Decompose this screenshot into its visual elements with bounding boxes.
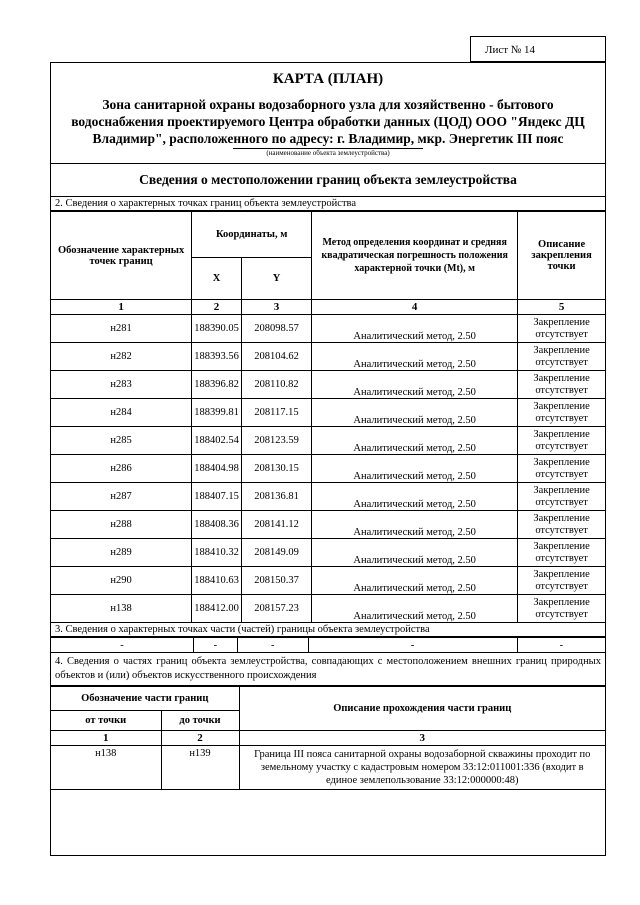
- point-cell: н290: [51, 567, 192, 595]
- method-cell: Аналитический метод, 2.50: [312, 427, 518, 455]
- method-cell: Аналитический метод, 2.50: [312, 371, 518, 399]
- fixing-cell: Закрепление отсутствует: [518, 539, 605, 567]
- method-cell: Аналитический метод, 2.50: [312, 539, 518, 567]
- y-cell: 208130.15: [241, 455, 311, 483]
- point-cell: н283: [51, 371, 192, 399]
- dash-cell: -: [51, 638, 193, 653]
- sheet-number: Лист № 14: [470, 36, 606, 62]
- y-cell: 208157.23: [241, 595, 311, 623]
- col-num: 3: [239, 731, 605, 746]
- part-description: Граница III пояса санитарной охраны водозаборной скважины проходит по земельному участку с кадастровым номером 33:12:011001:336 (входит в единое землепользование 33:12:000000:48): [239, 746, 605, 790]
- point-cell: н282: [51, 343, 192, 371]
- table-row: [51, 567, 605, 595]
- section-title: Сведения о местоположении границ объекта землеустройства: [51, 163, 605, 197]
- y-cell: 208136.81: [241, 483, 311, 511]
- method-cell: Аналитический метод, 2.50: [312, 315, 518, 343]
- y-cell: 208123.59: [241, 427, 311, 455]
- point-cell: н284: [51, 399, 192, 427]
- header-desc: Описание прохождения части границ: [239, 687, 605, 731]
- table-row: [51, 371, 605, 399]
- x-cell: 188410.63: [192, 567, 242, 595]
- y-cell: 208141.12: [241, 511, 311, 539]
- header-method: Метод определения координат и средняя квадратическая погрешность положения характерной точки (Mt), м: [312, 212, 518, 300]
- fixing-cell: Закрепление отсутствует: [518, 343, 605, 371]
- x-cell: 188408.36: [192, 511, 242, 539]
- point-cell: н288: [51, 511, 192, 539]
- x-cell: 188393.56: [192, 343, 242, 371]
- parts-table: [51, 686, 605, 790]
- dash-cell: -: [237, 638, 308, 653]
- fixing-cell: Закрепление отсутствует: [518, 567, 605, 595]
- table-row: [51, 595, 605, 623]
- fixing-cell: Закрепление отсутствует: [518, 511, 605, 539]
- header-y: Y: [241, 258, 311, 300]
- col-num: 5: [518, 300, 605, 315]
- y-cell: 208098.57: [241, 315, 311, 343]
- x-cell: 188402.54: [192, 427, 242, 455]
- header-to: до точки: [161, 711, 239, 731]
- dash-cell: -: [517, 638, 605, 653]
- table-row: [51, 399, 605, 427]
- x-cell: 188412.00: [192, 595, 242, 623]
- col-num: 2: [161, 731, 239, 746]
- fixing-cell: Закрепление отсутствует: [518, 427, 605, 455]
- method-cell: Аналитический метод, 2.50: [312, 343, 518, 371]
- method-cell: Аналитический метод, 2.50: [312, 567, 518, 595]
- x-cell: 188410.32: [192, 539, 242, 567]
- y-cell: 208104.62: [241, 343, 311, 371]
- point-cell: н287: [51, 483, 192, 511]
- y-cell: 208110.82: [241, 371, 311, 399]
- fixing-cell: Закрепление отсутствует: [518, 315, 605, 343]
- table-row: [51, 455, 605, 483]
- table-row: [51, 315, 605, 343]
- header-x: X: [192, 258, 242, 300]
- point-cell: н281: [51, 315, 192, 343]
- part-to: н139: [161, 746, 239, 790]
- method-cell: Аналитический метод, 2.50: [312, 455, 518, 483]
- fixing-cell: Закрепление отсутствует: [518, 371, 605, 399]
- method-cell: Аналитический метод, 2.50: [312, 511, 518, 539]
- method-cell: Аналитический метод, 2.50: [312, 399, 518, 427]
- table-row: [51, 511, 605, 539]
- x-cell: 188390.05: [192, 315, 242, 343]
- col-num: 1: [51, 731, 161, 746]
- point-cell: н285: [51, 427, 192, 455]
- part-from: н138: [51, 746, 161, 790]
- header-fixing: Описание закрепления точки: [518, 212, 605, 300]
- section4-label: 4. Сведения о частях границ объекта землеустройства, совпадающих с местоположением внешних границ природных объектов и (или) объектов искусственного происхождения: [51, 653, 605, 686]
- fixing-cell: Закрепление отсутствует: [518, 399, 605, 427]
- x-cell: 188396.82: [192, 371, 242, 399]
- table-row: [51, 539, 605, 567]
- x-cell: 188407.15: [192, 483, 242, 511]
- y-cell: 208150.37: [241, 567, 311, 595]
- section3-label: 3. Сведения о характерных точках части (частей) границы объекта землеустройства: [51, 623, 605, 637]
- table-row: [51, 427, 605, 455]
- section2-label: 2. Сведения о характерных точках границ объекта землеустройства: [51, 197, 605, 211]
- col-num: 3: [241, 300, 311, 315]
- col-num: 1: [51, 300, 192, 315]
- table-row: [51, 483, 605, 511]
- method-cell: Аналитический метод, 2.50: [312, 483, 518, 511]
- header-part: Обозначение части границ: [51, 687, 239, 711]
- y-cell: 208117.15: [241, 399, 311, 427]
- document-frame: [50, 62, 606, 856]
- fixing-cell: Закрепление отсутствует: [518, 595, 605, 623]
- dash-cell: -: [193, 638, 237, 653]
- header-from: от точки: [51, 711, 161, 731]
- points-table: [51, 211, 605, 623]
- col-num: 4: [312, 300, 518, 315]
- header-point: Обозначение характерных точек границ: [51, 212, 192, 300]
- method-cell: Аналитический метод, 2.50: [312, 595, 518, 623]
- x-cell: 188404.98: [192, 455, 242, 483]
- fixing-cell: Закрепление отсутствует: [518, 455, 605, 483]
- header-coords: Координаты, м: [192, 212, 312, 258]
- section3-table: [51, 637, 605, 653]
- fixing-cell: Закрепление отсутствует: [518, 483, 605, 511]
- col-num: 2: [192, 300, 242, 315]
- point-cell: н138: [51, 595, 192, 623]
- x-cell: 188399.81: [192, 399, 242, 427]
- y-cell: 208149.09: [241, 539, 311, 567]
- title-block: [51, 71, 605, 157]
- page-subtitle: Зона санитарной охраны водозаборного узла для хозяйственно - бытового водоснабжения проектируемого Центра обработки данных (ЦОД) ООО "Яндекс ДЦ Владимир", расположенного по адресу: г. Владимир, мкр. Энергетик III пояс: [71, 97, 585, 146]
- point-cell: н286: [51, 455, 192, 483]
- dash-cell: -: [308, 638, 517, 653]
- point-cell: н289: [51, 539, 192, 567]
- column-numbers: [51, 300, 605, 315]
- table-row: [51, 343, 605, 371]
- subtitle-caption: (наименование объекта землеустройства): [233, 148, 423, 157]
- page-title: КАРТА (ПЛАН): [272, 71, 384, 87]
